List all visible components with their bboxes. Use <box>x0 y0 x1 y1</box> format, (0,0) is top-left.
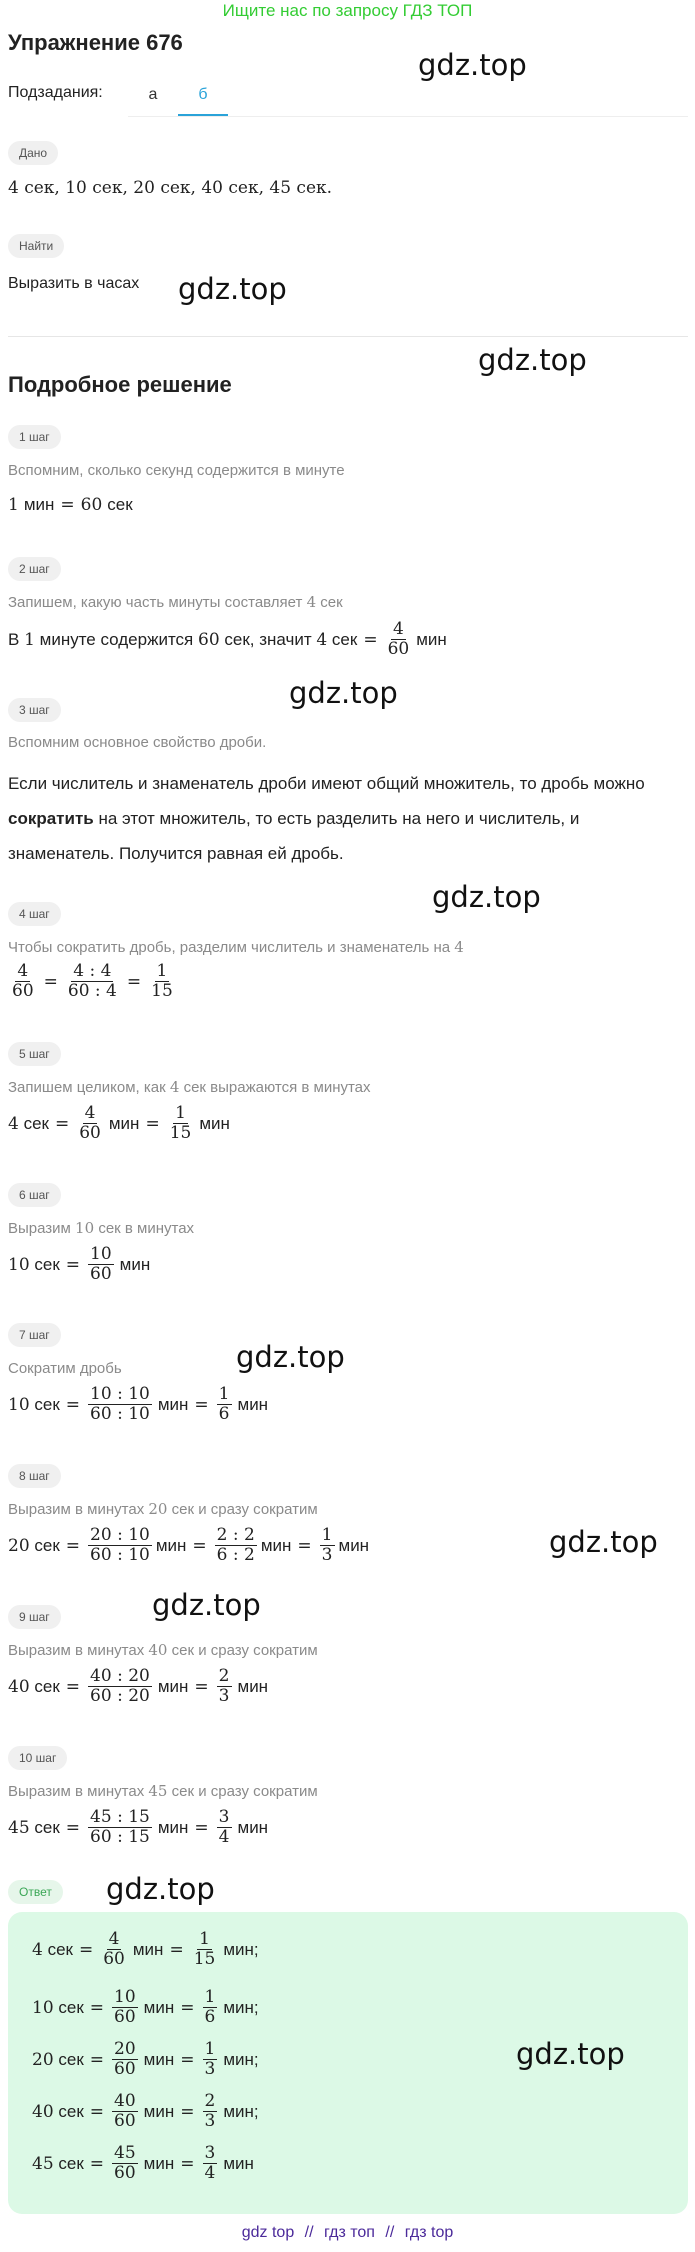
step-1-caption: Вспомним, сколько секунд содержится в минуте <box>8 462 345 479</box>
step-4-caption: Чтобы сократить дробь, разделим числитель и знаменатель на 4 <box>8 938 464 956</box>
step-6-tag: 6 шаг <box>8 1183 61 1207</box>
answer-line: 20 сек = $\frac{20}{60}$ мин = $\frac{1}{3}$ мин; <box>32 2039 259 2079</box>
fraction: $\frac{4}{60}$ <box>103 1929 125 1969</box>
answer-line: 4 сек = $\frac{4}{60}$ мин = $\frac{1}{15}$ мин; <box>32 1929 259 1969</box>
step-6-caption: Выразим 10 сек в минутах <box>8 1219 195 1237</box>
given-tag: Дано <box>8 141 58 165</box>
fraction: $\frac{10}{60}$ <box>114 1987 136 2027</box>
answer-line: 10 сек = $\frac{10}{60}$ мин = $\frac{1}{6}$ мин; <box>32 1987 259 2027</box>
fraction: $\frac{1}{3}$ <box>321 1525 333 1565</box>
footer-links <box>0 2224 695 2242</box>
fraction: $\frac{4}{60}$ <box>387 619 410 659</box>
fraction: $\frac{3}{4}$ <box>204 2143 216 2183</box>
step-10-tag: 10 шаг <box>8 1746 67 1770</box>
step-3-paragraph: Если числитель и знаменатель дроби имеют общий множитель, то дробь можно сократить на этот множитель, то есть разделить на него и числитель, и знаменатель. Получится равная ей дробь. <box>8 774 645 863</box>
search-banner[interactable]: Ищите нас по запросу ГДЗ ТОП <box>222 1 473 20</box>
fraction: $\frac{40}{60}$ <box>114 2091 136 2131</box>
step-1-equation: 1 мин = 60 сек <box>8 495 133 515</box>
step-2-caption: Запишем, какую часть минуты составляет 4 сек <box>8 593 343 611</box>
watermark: gdz.top <box>106 1872 215 1906</box>
step-8-equation: 20 сек = $\frac{20 : 10}{60 : 10}$ мин = $\frac{2 : 2}{6 : 2}$ мин = $\frac{1}{3}$ мин <box>8 1525 370 1565</box>
find-tag: Найти <box>8 234 64 258</box>
step-7-tag: 7 шаг <box>8 1323 61 1347</box>
watermark: gdz.top <box>478 343 587 377</box>
footer-link[interactable]: gdz top <box>241 2224 295 2241</box>
step-3-tag: 3 шаг <box>8 698 61 722</box>
fraction: $\frac{4}{60}$ <box>79 1103 101 1143</box>
step-7-caption: Сократим дробь <box>8 1360 122 1377</box>
fraction: $\frac{1}{6}$ <box>204 1987 216 2027</box>
footer-separator: // <box>385 2224 395 2241</box>
step-7-equation: 10 сек = $\frac{10 : 10}{60 : 10}$ мин = $\frac{1}{6}$ мин <box>8 1384 269 1424</box>
step-9-caption: Выразим в минутах 40 сек и сразу сократим <box>8 1641 318 1659</box>
fraction: $\frac{45}{60}$ <box>114 2143 136 2183</box>
watermark: gdz.top <box>289 676 398 710</box>
watermark: gdz.top <box>236 1340 345 1374</box>
find-text: Выразить в часах <box>8 275 140 292</box>
given-text: 4 сек, 10 сек, 20 сек, 40 сек, 45 сек. <box>8 178 333 198</box>
fraction: $\frac{1}{15}$ <box>151 961 173 1001</box>
step-1-unit: мин <box>23 495 55 514</box>
step-5-tag: 5 шаг <box>8 1042 61 1066</box>
fraction: $\frac{1}{6}$ <box>218 1384 230 1424</box>
footer-link[interactable]: гдз топ <box>324 2224 375 2241</box>
step-9-equation: 40 сек = $\frac{40 : 20}{60 : 20}$ мин = $\frac{2}{3}$ мин <box>8 1666 269 1706</box>
step-1-tag: 1 шаг <box>8 425 61 449</box>
subtasks-label: Подзадания: <box>8 84 103 101</box>
step-4-tag: 4 шаг <box>8 902 61 926</box>
answer-tag: Ответ <box>8 1880 63 1904</box>
step-1-a: 1 <box>8 495 19 515</box>
fraction: $\frac{3}{4}$ <box>218 1807 230 1847</box>
step-4-equation: $\frac{4}{60}$ = $\frac{4 : 4}{60 : 4}$ = $\frac{1}{15}$ <box>12 961 173 1001</box>
fraction: $\frac{1}{3}$ <box>204 2039 216 2079</box>
footer-separator: // <box>304 2224 314 2241</box>
fraction: $\frac{40 : 20}{60 : 20}$ <box>90 1666 150 1706</box>
watermark: gdz.top <box>152 1588 261 1622</box>
step-2-equation: В 1 минуте содержится 60 сек, значит 4 сек = $\frac{4}{60}$ мин <box>8 619 447 659</box>
step-2-tag: 2 шаг <box>8 557 61 581</box>
fraction: $\frac{20}{60}$ <box>114 2039 136 2079</box>
fraction: $\frac{10}{60}$ <box>90 1244 112 1284</box>
step-8-caption: Выразим в минутах 20 сек и сразу сократим <box>8 1500 318 1518</box>
section-divider <box>8 336 688 337</box>
step-6-equation: 10 сек = $\frac{10}{60}$ мин <box>8 1244 151 1284</box>
step-5-caption: Запишем целиком, как 4 сек выражаются в минутах <box>8 1078 371 1096</box>
fraction: $\frac{20 : 10}{60 : 10}$ <box>90 1525 150 1565</box>
fraction: $\frac{10 : 10}{60 : 10}$ <box>90 1384 150 1424</box>
answer-line: 45 сек = $\frac{45}{60}$ мин = $\frac{3}{4}$ мин <box>32 2143 254 2183</box>
step-8-tag: 8 шаг <box>8 1464 61 1488</box>
fraction: $\frac{4 : 4}{60 : 4}$ <box>67 961 117 1001</box>
watermark: gdz.top <box>432 880 541 914</box>
fraction: $\frac{1}{15}$ <box>169 1103 192 1143</box>
watermark: gdz.top <box>178 272 287 306</box>
step-10-caption: Выразим в минутах 45 сек и сразу сократим <box>8 1782 318 1800</box>
fraction: $\frac{1}{15}$ <box>193 1929 216 1969</box>
subtabs-divider <box>128 116 688 117</box>
fraction: $\frac{2}{3}$ <box>204 2091 216 2131</box>
watermark: gdz.top <box>549 1525 658 1559</box>
answer-line: 40 сек = $\frac{40}{60}$ мин = $\frac{2}{3}$ мин; <box>32 2091 259 2131</box>
subtask-tab-a[interactable]: а <box>148 86 158 103</box>
watermark: gdz.top <box>418 48 527 82</box>
step-5-equation: 4 сек = $\frac{4}{60}$ мин = $\frac{1}{15}$ мин <box>8 1103 230 1143</box>
page-title: Упражнение 676 <box>8 30 183 55</box>
step-3-caption: Вспомним основное свойство дроби. <box>8 734 267 751</box>
watermark: gdz.top <box>516 2037 625 2071</box>
fraction: $\frac{45 : 15}{60 : 15}$ <box>90 1807 150 1847</box>
fraction: $\frac{4}{60}$ <box>12 961 34 1001</box>
step-10-equation: 45 сек = $\frac{45 : 15}{60 : 15}$ мин = $\frac{3}{4}$ мин <box>8 1807 269 1847</box>
step-1-c: 60 <box>80 495 103 515</box>
subtask-tabs <box>128 78 228 116</box>
solution-title: Подробное решение <box>8 372 232 397</box>
step-1-unit2: сек <box>107 495 133 514</box>
step-9-tag: 9 шаг <box>8 1605 61 1629</box>
fraction: $\frac{2}{3}$ <box>218 1666 230 1706</box>
subtask-tab-b[interactable]: б <box>178 78 228 116</box>
fraction: $\frac{2 : 2}{6 : 2}$ <box>216 1525 255 1565</box>
footer-link[interactable]: гдз top <box>404 2224 454 2241</box>
